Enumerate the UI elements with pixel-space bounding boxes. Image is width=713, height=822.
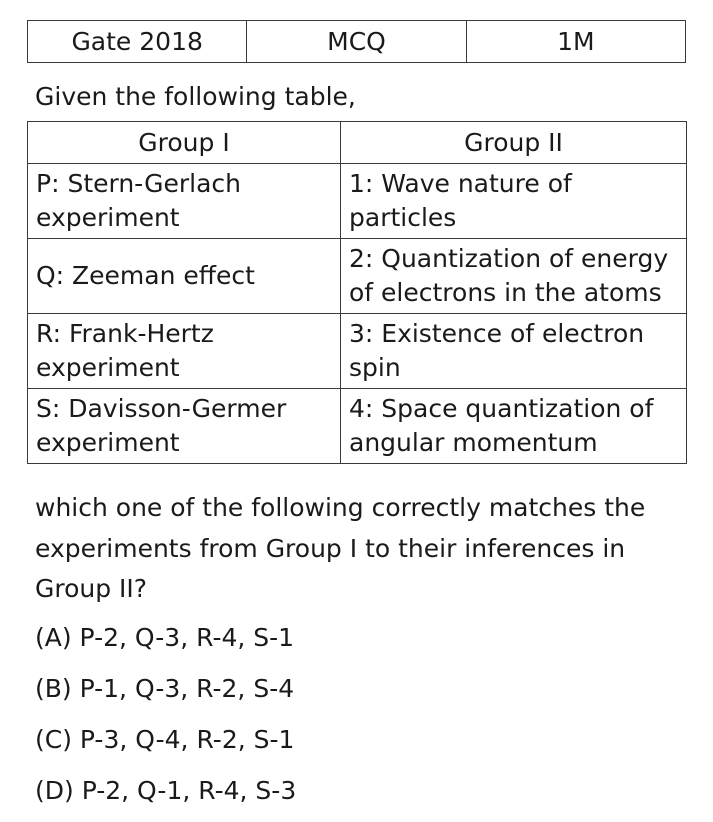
- group-2-cell: 4: Space quantization of angular momentum: [341, 389, 687, 464]
- intro-text: Given the following table,: [35, 82, 356, 111]
- group-2-cell: 2: Quantization of energy of electrons in the atoms: [341, 239, 687, 314]
- matching-table: [27, 121, 687, 464]
- option-b[interactable]: (B) P-1, Q-3, R-2, S-4: [35, 674, 295, 703]
- exam-label: Gate 2018: [28, 21, 247, 63]
- table-row: [28, 164, 687, 239]
- table-row: [28, 314, 687, 389]
- group-1-cell: P: Stern-Gerlach experiment: [28, 164, 341, 239]
- group-2-cell: 1: Wave nature of particles: [341, 164, 687, 239]
- question-type-label: MCQ: [247, 21, 466, 63]
- option-d[interactable]: (D) P-2, Q-1, R-4, S-3: [35, 776, 297, 805]
- matching-table-header-row: [28, 122, 687, 164]
- option-c[interactable]: (C) P-3, Q-4, R-2, S-1: [35, 725, 295, 754]
- option-a[interactable]: (A) P-2, Q-3, R-4, S-1: [35, 623, 295, 652]
- table-row: [28, 389, 687, 464]
- group-1-cell: R: Frank-Hertz experiment: [28, 314, 341, 389]
- question-header-table: [27, 20, 686, 63]
- group-1-cell: Q: Zeeman effect: [28, 239, 341, 314]
- group-1-cell: S: Davisson-Germer experiment: [28, 389, 341, 464]
- table-row: [28, 239, 687, 314]
- group-2-cell: 3: Existence of electron spin: [341, 314, 687, 389]
- marks-label: 1M: [466, 21, 685, 63]
- question-text: which one of the following correctly matches the experiments from Group I to their inferences in Group II?: [35, 493, 646, 603]
- answer-options: [35, 618, 296, 822]
- header-row: [28, 21, 686, 63]
- group-2-header: Group II: [341, 122, 687, 164]
- group-1-header: Group I: [28, 122, 341, 164]
